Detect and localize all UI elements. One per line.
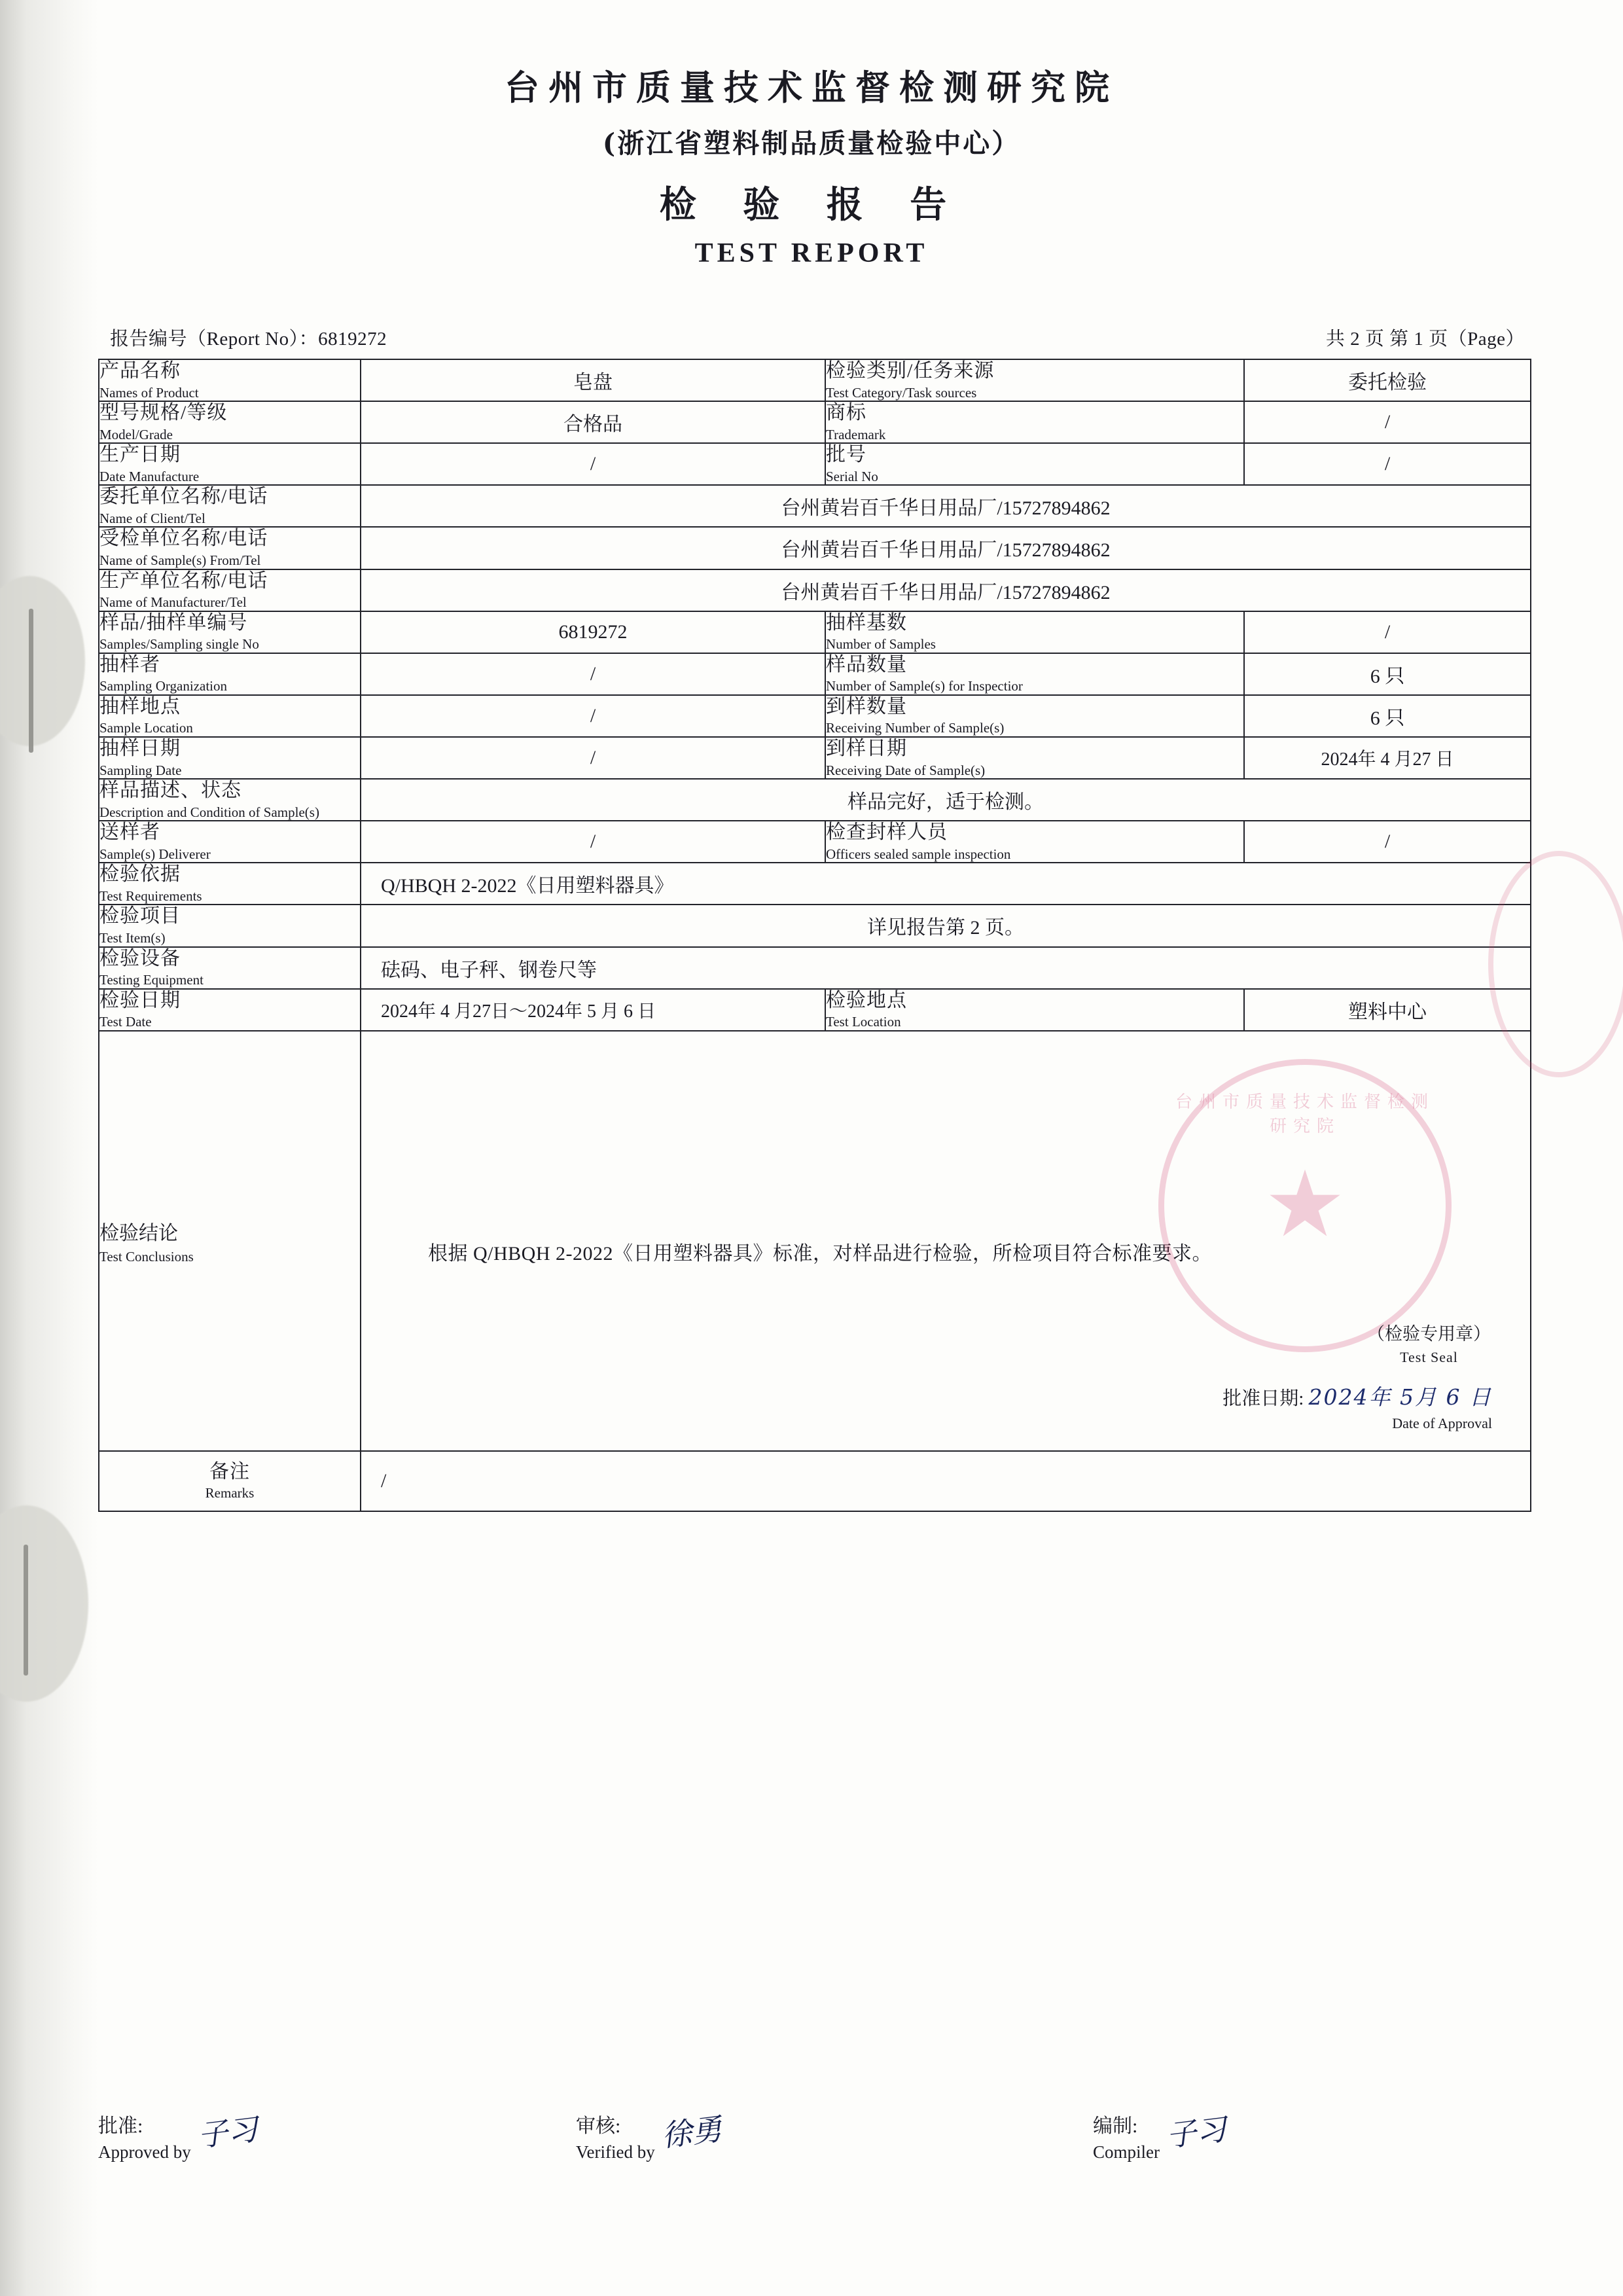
compiler-signature: 子习 <box>1164 2111 1228 2154</box>
value-number-of-samples: / <box>1244 611 1531 653</box>
seal-label-cn: （检验专用章） <box>1367 1323 1491 1344</box>
label-test-requirements <box>99 863 361 905</box>
table-row <box>99 359 1531 401</box>
verified-by-label-en: Verified by <box>576 2142 655 2162</box>
label-conclusions-en: Test Conclusions <box>99 1248 194 1265</box>
label-number-of-samples-en: Number of Samples <box>826 636 936 653</box>
table-row <box>99 611 1531 653</box>
organization-subname-cn: (浙江省塑料制品质量检验中心） <box>602 128 1021 159</box>
value-client: 台州黄岩百千华日用品厂/15727894862 <box>361 485 1531 527</box>
label-deliverer <box>99 821 361 863</box>
value-sampling-no: 6819272 <box>361 611 825 653</box>
label-category-en: Test Category/Task sources <box>826 384 977 401</box>
label-testing-equipment <box>99 947 361 989</box>
label-sample-location-cn: 抽样地点 <box>99 695 181 717</box>
label-manufacturer <box>99 569 361 611</box>
label-receiving-date-cn: 到样日期 <box>826 737 907 759</box>
report-meta-row <box>110 324 1525 351</box>
label-testing-equipment-cn: 检验设备 <box>99 947 181 969</box>
table-row <box>99 905 1531 946</box>
label-product-cn: 产品名称 <box>99 360 181 382</box>
label-sampling-date-cn: 抽样日期 <box>99 737 181 759</box>
label-date-manufacture-cn: 生产日期 <box>99 444 181 466</box>
label-sample-location-en: Sample Location <box>99 720 193 736</box>
label-conclusions <box>99 1031 361 1451</box>
value-description: 样品完好，适于检测。 <box>361 779 1531 821</box>
table-row <box>99 695 1531 737</box>
label-sample-location <box>99 695 361 737</box>
label-test-requirements-en: Test Requirements <box>99 888 202 904</box>
value-conclusions: 根据 Q/HBQH 2-2022《日用塑料器具》标准，对样品进行检验，所检项目符合标准要求。 <box>428 1242 1212 1265</box>
label-manufacturer-cn: 生产单位名称/电话 <box>99 569 268 592</box>
approval-date-line <box>1222 1384 1492 1433</box>
table-row <box>99 443 1531 485</box>
seal-caption <box>1367 1321 1491 1368</box>
table-row-conclusions <box>99 1031 1531 1451</box>
compiler-label-en: Compiler <box>1093 2142 1160 2162</box>
value-category: 委托检验 <box>1244 359 1531 401</box>
label-client-cn: 委托单位名称/电话 <box>99 486 268 508</box>
label-product-en: Names of Product <box>99 384 199 401</box>
label-trademark-cn: 商标 <box>826 402 866 424</box>
value-serial-no: / <box>1244 443 1531 485</box>
label-client <box>99 485 361 527</box>
label-test-location <box>825 989 1244 1031</box>
label-number-for-inspection <box>825 653 1244 695</box>
value-test-items: 详见报告第 2 页。 <box>361 905 1531 946</box>
label-test-requirements-cn: 检验依据 <box>99 863 181 886</box>
label-deliverer-cn: 送样者 <box>99 821 160 844</box>
label-sampling-no <box>99 611 361 653</box>
scan-edge-artifact <box>0 0 98 2296</box>
label-trademark-en: Trademark <box>826 426 886 442</box>
label-number-of-samples <box>825 611 1244 653</box>
label-model <box>99 401 361 443</box>
label-sample-from <box>99 527 361 569</box>
label-sealed-officers-cn: 检查封样人员 <box>826 821 948 844</box>
label-sampling-org-en: Sampling Organization <box>99 678 227 694</box>
organization-name-cn: 台州市质量技术监督检测研究院 <box>505 67 1118 108</box>
page-number: 共 2 页 第 1 页（Page） <box>1325 329 1525 350</box>
scan-artifact-rod <box>24 1545 28 1676</box>
verified-by-signature: 徐勇 <box>659 2111 724 2154</box>
label-sampling-no-en: Samples/Sampling single No <box>99 636 259 653</box>
label-description-en: Description and Condition of Sample(s) <box>99 804 319 820</box>
conclusions-body <box>361 1031 1531 1451</box>
label-remarks <box>99 1451 361 1511</box>
report-title-en: TEST REPORT <box>694 238 929 268</box>
table-row <box>99 485 1531 527</box>
label-sealed-officers-en: Officers sealed sample inspection <box>826 846 1011 862</box>
label-receiving-number-cn: 到样数量 <box>826 695 907 717</box>
value-receiving-date: 2024年 4 月27 日 <box>1244 737 1531 779</box>
value-number-for-inspection: 6 只 <box>1244 653 1531 695</box>
label-manufacturer-en: Name of Manufacturer/Tel <box>99 594 247 611</box>
label-number-of-samples-cn: 抽样基数 <box>826 611 907 634</box>
label-remarks-cn: 备注 <box>209 1460 250 1482</box>
official-seal-stamp <box>1158 1059 1452 1352</box>
document-header <box>0 60 1623 269</box>
label-description-cn: 样品描述、状态 <box>99 780 241 802</box>
label-test-location-cn: 检验地点 <box>826 989 907 1011</box>
label-testing-equipment-en: Testing Equipment <box>99 972 204 988</box>
value-remarks: / <box>361 1451 1531 1511</box>
label-serial-no-cn: 批号 <box>826 444 866 466</box>
verified-by-labels <box>576 2114 655 2163</box>
label-client-en: Name of Client/Tel <box>99 510 205 526</box>
seal-arc-text: 台州市质量技术监督检测研究院 <box>1175 1092 1435 1136</box>
label-test-location-en: Test Location <box>826 1014 901 1030</box>
value-manufacturer: 台州黄岩百千华日用品厂/15727894862 <box>361 569 1531 611</box>
label-date-manufacture <box>99 443 361 485</box>
label-number-for-inspection-cn: 样品数量 <box>826 653 907 675</box>
partial-seal-artifact <box>1488 851 1623 1077</box>
table-row <box>99 989 1531 1031</box>
value-model: 合格品 <box>361 401 825 443</box>
label-test-items-cn: 检验项目 <box>99 905 181 927</box>
approval-date-label-en: Date of Approval <box>1392 1415 1492 1432</box>
table-row <box>99 779 1531 821</box>
label-test-items-en: Test Item(s) <box>99 930 166 946</box>
report-main-table <box>98 359 1531 1512</box>
label-model-cn: 型号规格/等级 <box>99 402 228 424</box>
value-sealed-officers: / <box>1244 821 1531 863</box>
label-product <box>99 359 361 401</box>
compiler-block <box>1093 2111 1525 2163</box>
label-category <box>825 359 1244 401</box>
approved-by-label-cn: 批准: <box>98 2115 143 2137</box>
value-testing-equipment: 砝码、电子秤、钢卷尺等 <box>361 947 1531 989</box>
value-sampling-org: / <box>361 653 825 695</box>
table-row <box>99 863 1531 905</box>
value-sample-from: 台州黄岩百千华日用品厂/15727894862 <box>361 527 1531 569</box>
signature-footer <box>98 2111 1525 2163</box>
label-sampling-no-cn: 样品/抽样单编号 <box>99 611 248 634</box>
label-sampling-org-cn: 抽样者 <box>99 653 160 675</box>
label-serial-no-en: Serial No <box>826 468 878 484</box>
table-row <box>99 821 1531 863</box>
label-test-date-cn: 检验日期 <box>99 989 181 1011</box>
value-sampling-date: / <box>361 737 825 779</box>
value-trademark: / <box>1244 401 1531 443</box>
compiler-label-cn: 编制: <box>1093 2115 1138 2137</box>
label-deliverer-en: Sample(s) Deliverer <box>99 846 211 862</box>
table-row <box>99 1451 1531 1511</box>
report-number: 报告编号（Report No）：6819272 <box>110 329 387 350</box>
seal-label-en: Test Seal <box>1400 1348 1458 1365</box>
value-test-date: 2024年 4 月27日～2024年 5 月 6 日 <box>361 989 825 1031</box>
verified-by-block <box>576 2111 1093 2163</box>
label-sealed-officers <box>825 821 1244 863</box>
label-description <box>99 779 361 821</box>
value-deliverer: / <box>361 821 825 863</box>
label-date-manufacture-en: Date Manufacture <box>99 468 200 484</box>
label-test-date <box>99 989 361 1031</box>
label-sample-from-cn: 受检单位名称/电话 <box>99 528 268 550</box>
label-sampling-date <box>99 737 361 779</box>
table-row <box>99 527 1531 569</box>
label-receiving-date-en: Receiving Date of Sample(s) <box>826 762 986 778</box>
label-test-date-en: Test Date <box>99 1014 152 1030</box>
verified-by-label-cn: 审核: <box>576 2115 621 2137</box>
label-sampling-date-en: Sampling Date <box>99 762 182 778</box>
label-sample-from-en: Name of Sample(s) From/Tel <box>99 552 261 569</box>
approved-by-signature: 子习 <box>195 2111 260 2154</box>
approved-by-block <box>98 2111 576 2163</box>
table-row <box>99 653 1531 695</box>
value-receiving-number: 6 只 <box>1244 695 1531 737</box>
approval-date-label: 批准日期: <box>1222 1388 1304 1410</box>
label-test-items <box>99 905 361 946</box>
table-row <box>99 401 1531 443</box>
table-row <box>99 569 1531 611</box>
value-date-manufacture: / <box>361 443 825 485</box>
label-serial-no <box>825 443 1244 485</box>
seal-star-icon: ★ <box>1264 1154 1346 1256</box>
label-trademark <box>825 401 1244 443</box>
value-test-location: 塑料中心 <box>1244 989 1531 1031</box>
label-category-cn: 检验类别/任务来源 <box>826 360 995 382</box>
label-receiving-number-en: Receiving Number of Sample(s) <box>826 720 1005 736</box>
scan-artifact-rod <box>29 609 33 753</box>
table-row <box>99 947 1531 989</box>
report-title-cn: 检 验 报 告 <box>659 183 964 226</box>
approval-date-value: 2024年 5月 6 日 <box>1308 1384 1492 1410</box>
label-remarks-en: Remarks <box>205 1485 255 1501</box>
label-model-en: Model/Grade <box>99 426 173 442</box>
label-receiving-number <box>825 695 1244 737</box>
value-test-requirements: Q/HBQH 2-2022《日用塑料器具》 <box>361 863 1531 905</box>
label-number-for-inspection-en: Number of Sample(s) for Inspectior <box>826 678 1023 694</box>
table-row <box>99 737 1531 779</box>
label-conclusions-cn: 检验结论 <box>99 1222 178 1244</box>
value-sample-location: / <box>361 695 825 737</box>
compiler-labels <box>1093 2114 1160 2163</box>
label-sampling-org <box>99 653 361 695</box>
value-product: 皂盘 <box>361 359 825 401</box>
approved-by-labels <box>98 2114 191 2163</box>
label-receiving-date <box>825 737 1244 779</box>
approved-by-label-en: Approved by <box>98 2142 191 2162</box>
